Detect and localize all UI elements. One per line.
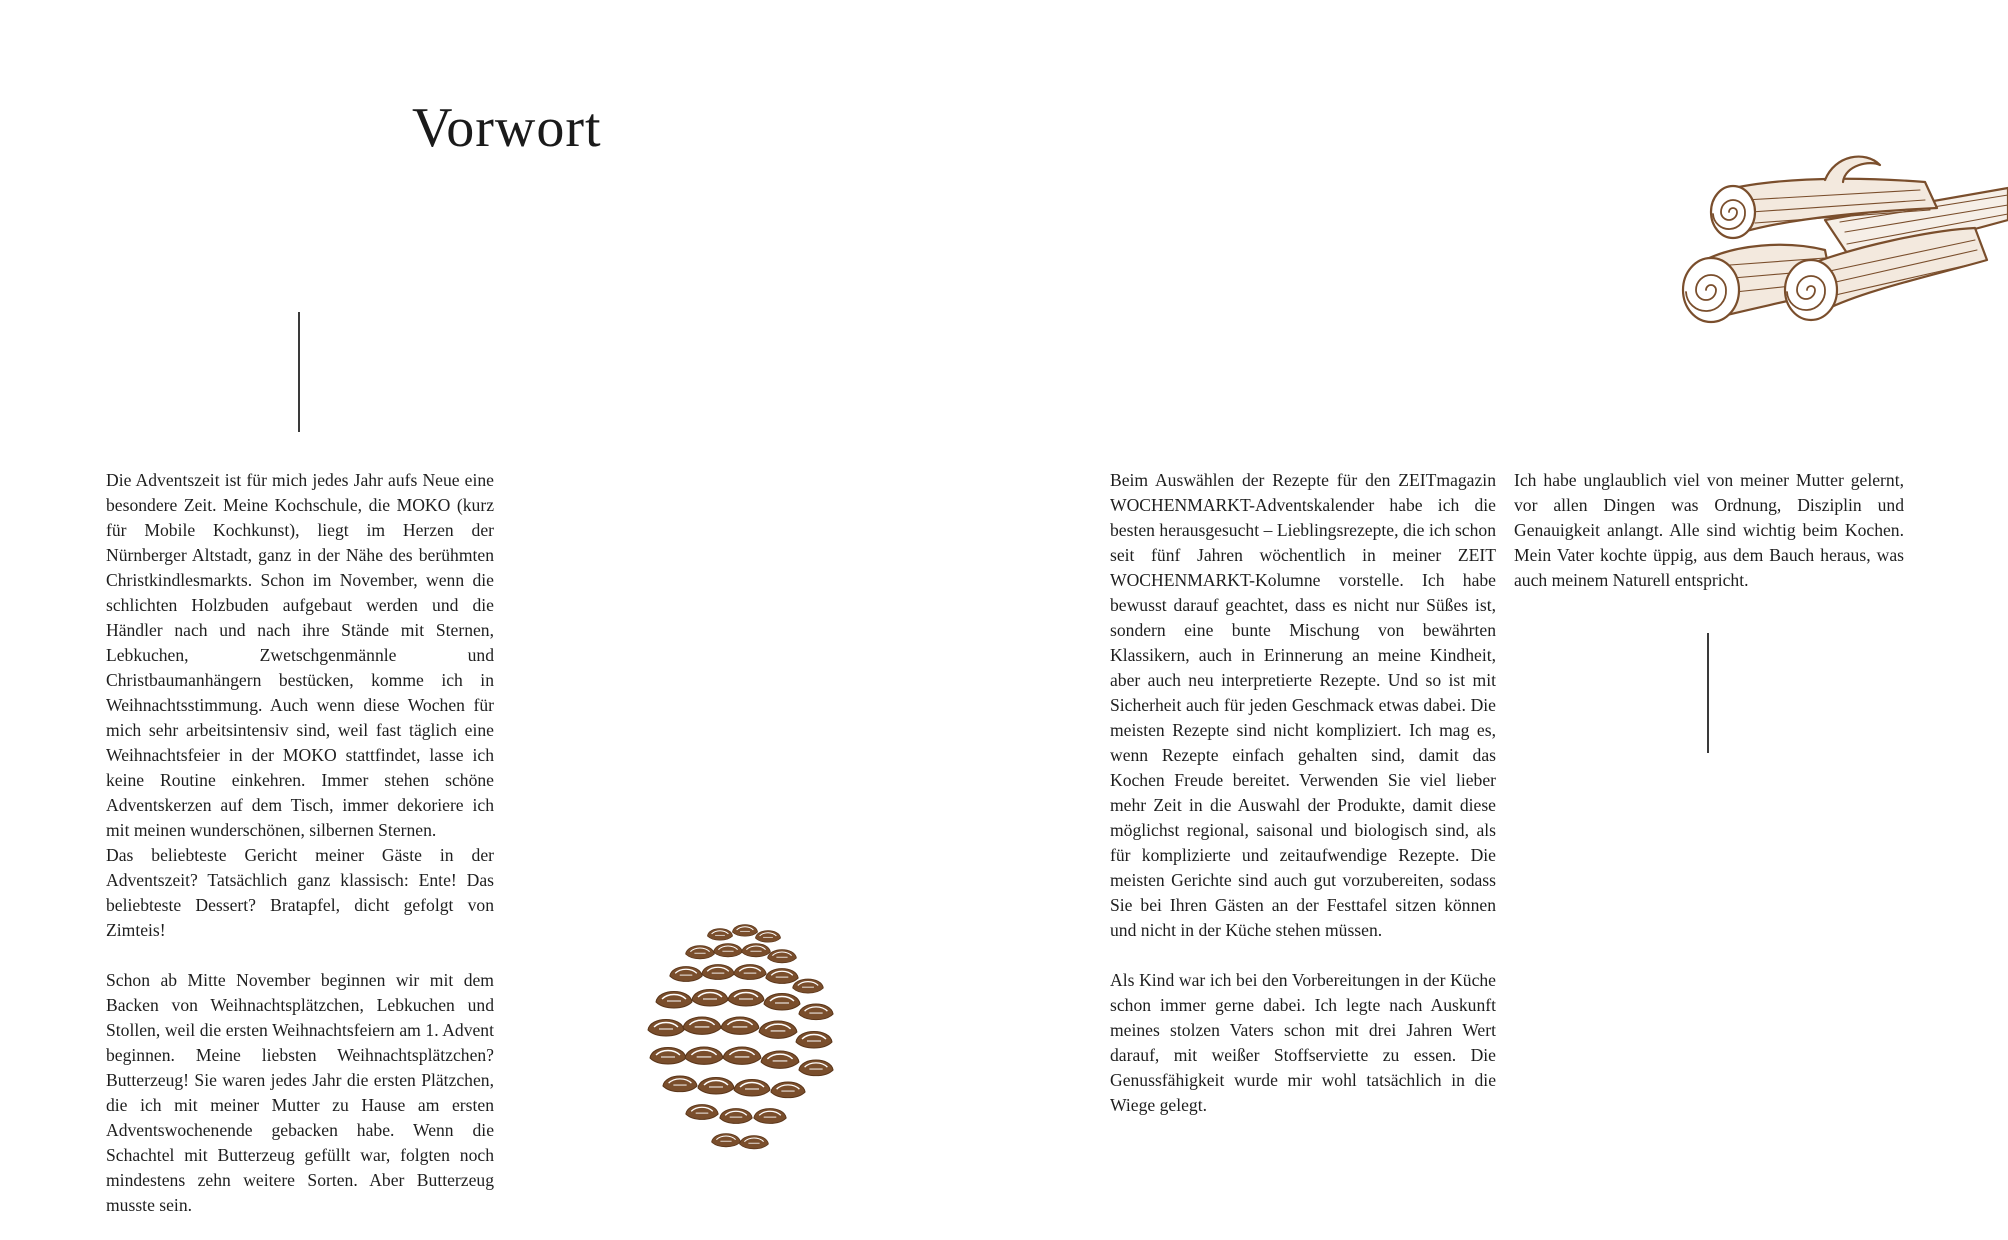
page-title: Vorwort <box>412 97 602 159</box>
paragraph: Schon ab Mitte November beginnen wir mit dem Backen von Weihnachtsplätzchen, Lebkuchen und Stollen, weil die ersten Weihnachtsfeiern am 1. Advent beginnen. Meine liebsten Weihnachtsplätzchen? Butterzeug! Sie waren jedes Jahr die ersten Plätzchen, die ich mit meiner Mutter zu Hause am ersten Adventswochenende gebacken habe. Wenn die Schachtel mit Butterzeug gefüllt war, folgten noch mindestens zehn weitere Sorten. Aber Butterzeug musste sein. <box>106 970 494 1215</box>
text-column-1 <box>106 468 494 1218</box>
pine-cone-illustration <box>640 918 850 1168</box>
cinnamon-sticks-illustration <box>1675 150 2008 335</box>
text-column-3 <box>1514 468 1904 593</box>
paragraph: Beim Auswählen der Rezepte für den ZEITmagazin WOCHENMARKT-Adventskalender habe ich die besten herausgesucht – Lieblingsrezepte, die ich schon seit fünf Jahren wöchentlich in meiner ZEIT WOCHENMARKT-Kolumne vorstelle. Ich habe bewusst darauf geachtet, dass es nicht nur Süßes ist, sondern eine bunte Mischung von bewährten Klassikern, auch in Erinnerung an meine Kindheit, aber auch neu interpretierte Rezepte. Und so ist mit Sicherheit auch für jeden Geschmack etwas dabei. Die meisten Rezepte sind nicht kompliziert. Ich mag es, wenn Rezepte einfach gehalten sind, damit das Kochen Freude bereitet. Verwenden Sie viel lieber mehr Zeit in die Auswahl der Produkte, damit diese möglichst regional, saisonal und biologisch sind, als für komplizierte und zeitaufwendige Rezepte. Die meisten Gerichte sind auch gut vorzubereiten, sodass Sie bei Ihren Gästen an der Festtafel sitzen können und nicht in der Küche stehen müssen. <box>1110 470 1496 940</box>
paragraph: Die Adventszeit ist für mich jedes Jahr aufs Neue eine besondere Zeit. Meine Kochschule, die MOKO (kurz für Mobile Kochkunst), liegt im Herzen der Nürnberger Altstadt, ganz in der Nähe des berühmten Christkindlesmarkts. Schon im November, wenn die schlichten Holzbuden aufgebaut werden und die Händler nach und nach ihre Stände mit Sternen, Lebkuchen, Zwetschgenmännle und Christbaumanhängern bestücken, komme ich in Weihnachtsstimmung. Auch wenn diese Wochen für mich sehr arbeitsintensiv sind, weil fast täglich eine Weihnachtsfeier in der MOKO stattfindet, lasse ich keine Routine einkehren. Immer stehen schöne Adventskerzen auf dem Tisch, immer dekoriere ich mit meinen wunderschönen, silbernen Sternen. <box>106 470 494 840</box>
paragraph: Ich habe unglaublich viel von meiner Mutter gelernt, vor allen Dingen was Ordnung, Disziplin und Genauigkeit anlangt. Alle sind wichtig beim Kochen. Mein Vater kochte üppig, aus dem Bauch heraus, was auch meinem Naturell entspricht. <box>1514 470 1904 590</box>
vertical-rule-left <box>298 312 300 432</box>
vertical-rule-right <box>1707 633 1709 753</box>
paragraph: Als Kind war ich bei den Vorbereitungen in der Küche schon immer gerne dabei. Ich legte nach Auskunft meines stolzen Vaters schon mit drei Jahren Wert darauf, mit weißer Stoffserviette zu essen. Die Genussfähigkeit wurde mir wohl tatsächlich in die Wiege gelegt. <box>1110 970 1496 1115</box>
text-column-2 <box>1110 468 1496 1118</box>
paragraph: Das beliebteste Gericht meiner Gäste in der Adventszeit? Tatsächlich ganz klassisch: Ente! Das beliebteste Dessert? Bratapfel, dicht gefolgt von Zimteis! <box>106 845 494 940</box>
